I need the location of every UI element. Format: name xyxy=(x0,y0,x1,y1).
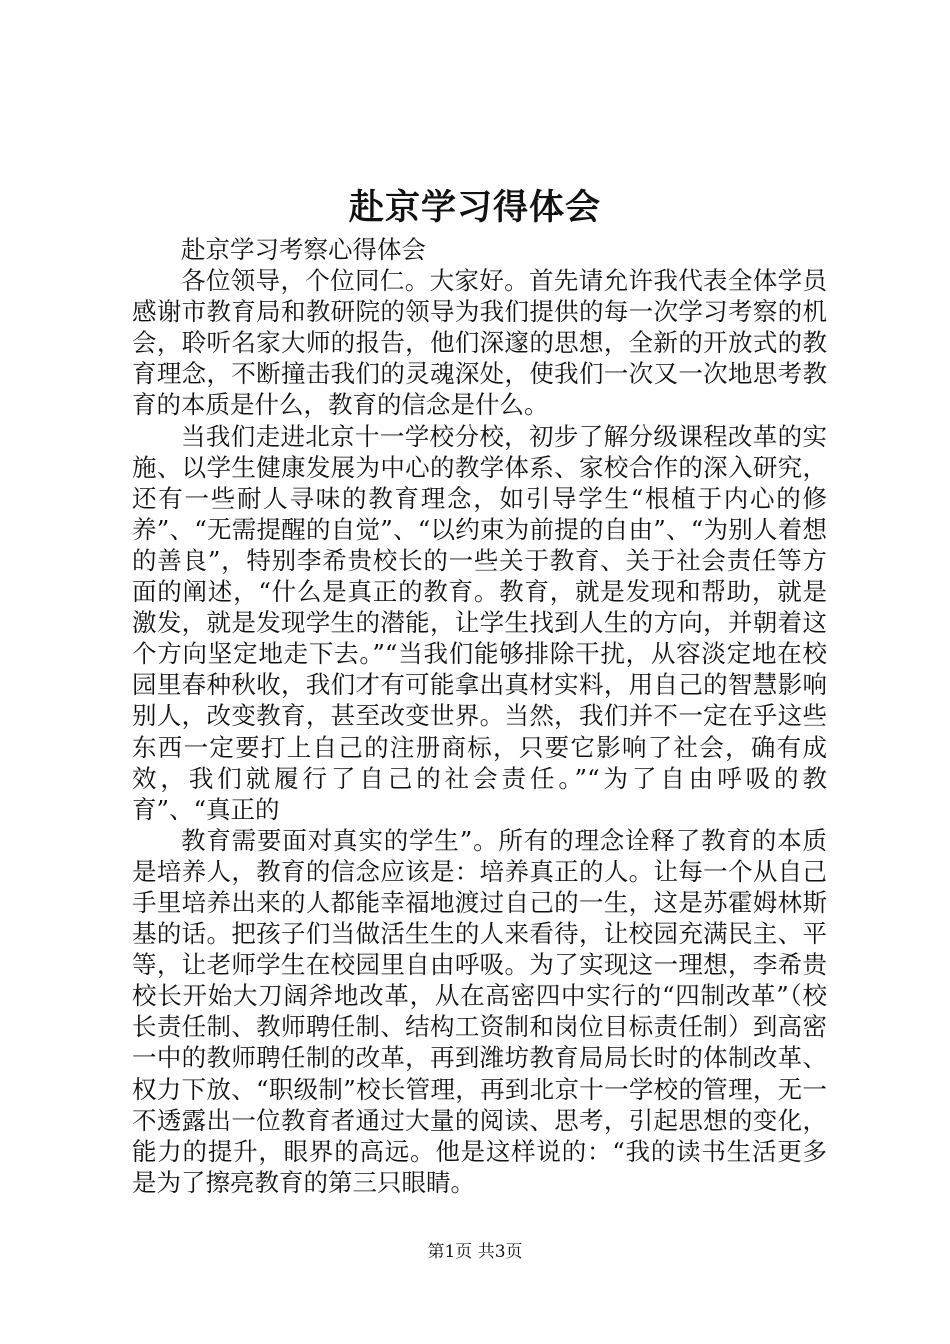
document-body xyxy=(132,234,827,1198)
document-title: 赴京学习得体会 xyxy=(348,187,601,228)
paragraph-greeting: 各位领导，个位同仁。大家好。首先请允许我代表全体学员感谢市教育局和教研院的领导为我们提供的每一次学习考察的机会，聆听名家大师的报告，他们深邃的思想，全新的开放式的教育理念，不断撞击我们的灵魂深处，使我们一次又一次地思考教育的本质是什么，教育的信念是什么。 xyxy=(132,266,827,420)
page-number-footer: 第1页 共3页 xyxy=(427,1242,523,1262)
paragraph-school-visit: 当我们走进北京十一学校分校，初步了解分级课程改革的实施、以学生健康发展为中心的教学体系、家校合作的深入研究，还有一些耐人寻味的教育理念，如引导学生“根植于内心的修养”、“无需提醒的自觉”、“以约束为前提的自由”、“为别人着想的善良”，特别李希贵校长的一些关于教育、关于社会责任等方面的阐述，“什么是真正的教育。教育，就是发现和帮助，就是激发，就是发现学生的潜能，让学生找到人生的方向，并朝着这个方向坚定地走下去。”“当我们能够排除干扰，从容淡定地在校园里春种秋收，我们才有可能拿出真材实料，用自己的智慧影响别人，改变教育，甚至改变世界。当然，我们并不一定在乎这些东西一定要打上自己的注册商标，只要它影响了社会，确有成效，我们就履行了自己的社会责任。”“为了自由呼吸的教育”、“真正的 xyxy=(132,421,827,824)
paragraph-education-essence: 教育需要面对真实的学生”。所有的理念诠释了教育的本质是培养人，教育的信念应该是：培养真正的人。让每一个从自己手里培养出来的人都能幸福地渡过自己的一生，这是苏霍姆林斯基的话。把孩子们当做活生生的人来看待，让校园充满民主、平等，让老师学生在校园里自由呼吸。为了实现这一理想，李希贵校长开始大刀阔斧地改革，从在高密四中实行的“四制改革”（校长责任制、教师聘任制、结构工资制和岗位目标责任制）到高密一中的教师聘任制的改革，再到潍坊教育局局长时的体制改革、权力下放、“职级制”校长管理，再到北京十一学校的管理，无一不透露出一位教育者通过大量的阅读、思考，引起思想的变化，能力的提升，眼界的高远。他是这样说的：“我的读书生活更多是为了擦亮教育的第三只眼睛。 xyxy=(132,825,827,1197)
paragraph-subtitle: 赴京学习考察心得体会 xyxy=(181,235,426,264)
